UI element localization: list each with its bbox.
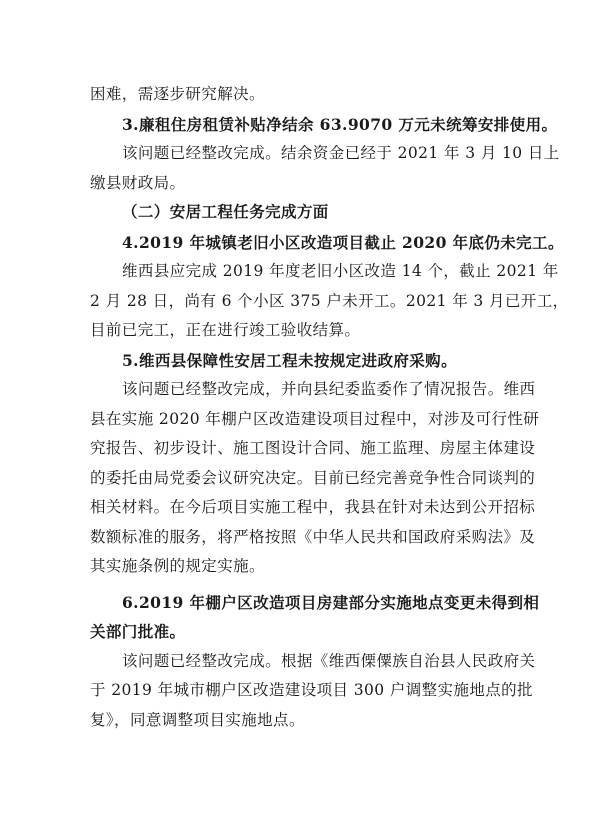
item-heading: 5.维西县保障性安居工程未按规定进政府采购。	[122, 350, 457, 370]
paragraph-line: 2 月 28 日，尚有 6 个小区 375 户未开工。2021 年 3 月已开工，	[90, 291, 569, 310]
paragraph-line: 缴县财政局。	[90, 173, 186, 192]
item-heading-continued: 关部门批准。	[90, 622, 186, 641]
paragraph-line: 县在实施 2020 年棚户区改造建设项目过程中，对涉及可行性研	[90, 409, 540, 428]
item-heading: 3.廉租住房租赁补贴净结余 63.9070 万元未统筹安排使用。	[122, 114, 558, 134]
paragraph-line: 于 2019 年城市棚户区改造建设项目 300 户调整实施地点的批	[90, 681, 533, 699]
paragraph-line: 数额标准的服务，将严格按照《中华人民共和国政府采购法》及	[90, 527, 536, 546]
paragraph-line: 维西县应完成 2019 年度老旧小区改造 14 个，截止 2021 年	[122, 262, 559, 280]
item-heading: 6.2019 年棚户区改造项目房建部分实施地点变更未得到相	[122, 592, 540, 612]
paragraph-line: 该问题已经整改完成。结余资金已经于 2021 年 3 月 10 日上	[122, 144, 560, 162]
paragraph-line: 其实施条例的规定实施。	[90, 557, 265, 575]
paragraph-line: 相关材料。在今后项目实施工程中，我县在针对未达到公开招标	[90, 498, 536, 516]
paragraph-line: 该问题已经整改完成，并向县纪委监委作了情况报告。维西	[122, 380, 536, 398]
paragraph-line: 该问题已经整改完成。根据《维西傈僳族自治县人民政府关	[122, 651, 536, 670]
section-heading: （二）安居工程任务完成方面	[122, 203, 329, 221]
item-heading: 4.2019 年城镇老旧小区改造项目截止 2020 年底仍未完工。	[122, 232, 564, 252]
paragraph-line: 复》，同意调整项目实施地点。	[90, 710, 305, 729]
paragraph-line: 的委托由局党委会议研究决定。目前已经完善竞争性合同谈判的	[90, 468, 536, 487]
paragraph-line: 困难，需逐步研究解决。	[90, 85, 265, 103]
document-body	[90, 80, 569, 735]
paragraph-line: 目前已完工，正在进行竣工验收结算。	[90, 321, 361, 339]
paragraph-line: 究报告、初步设计、施工图设计合同、施工监理、房屋主体建设	[90, 439, 536, 457]
